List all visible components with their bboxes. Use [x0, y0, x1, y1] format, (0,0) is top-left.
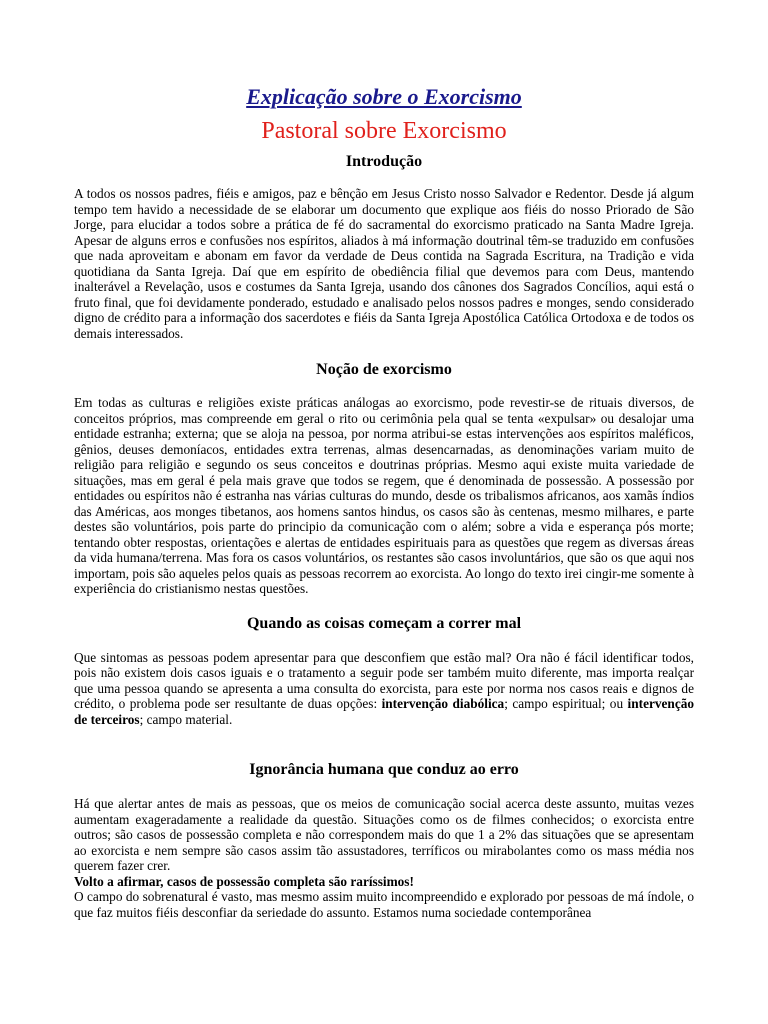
bold-intervencao-diabolica: intervenção diabólica: [381, 696, 505, 711]
heading-quando-correr-mal: Quando as coisas começam a correr mal: [246, 614, 522, 632]
heading-nocao-exorcismo: Noção de exorcismo: [316, 361, 452, 378]
paragraph-ignorancia-bold: [74, 874, 694, 890]
heading-introducao: Introdução: [345, 153, 423, 170]
paragraph-nocao-exorcismo: Em todas as culturas e religiões existe práticas análogas ao exorcismo, pode revestir-se de rituais diversos, de conceitos próprios, mas compreende em geral o rito ou cerimônia pela qual se tenta «expulsar» ou desalojar uma entidade estranha; externa; que se aloja na pessoa, por norma atribui-se estas intervenções aos espíritos maléficos, gênios, deuses demoníacos, entidades extra terrenas, almas desencarnadas, as denominações variam muito de religião para religião e segundo os seus conceitos e doutrinas próprias. Mesmo aqui existe muita variedade de situações, mas em geral é pela mais grave que todos se regem, que é denominada de possessão. A possessão por entidades ou espíritos não é estranha nas várias culturas do mundo, desde os tribalismos africanos, aos xamãs índios das Américas, aos monges tibetanos, aos homens santos hindus, os casos são às centenas, mesmo milhares, e parte destes são voluntários, pois parte do principio da comunicação com o além; sobre a vida e esperança pós morte; tentando obter respostas, orientações e alertas de entidades espirituais para as questões que regem as diversas áreas da vida humana/terrena. Mas fora os casos voluntários, os restantes são casos involuntários, que são os que aqui nos importam, pois são aqueles pelos quais as pessoas recorrem ao exorcista. Ao longo do texto irei cingir-me somente à experiência do cristianismo nestas questões.: [74, 395, 694, 596]
document-title-link[interactable]: Explicação sobre o Exorcismo: [246, 84, 522, 109]
text-segment: ; campo espiritual; ou: [504, 696, 628, 711]
text-segment: ; campo material.: [139, 711, 233, 727]
bold-intervencao-terceiros: intervenção de terceiros: [74, 696, 695, 727]
document-content: [74, 82, 694, 920]
text-segment: Que sintomas as pessoas podem apresentar para que desconfiem que estão mal? Ora não é fácil identificar todos, pois não existem dois casos iguais e o tratamento a seguir pode ser também muito diferente, mas importa realçar que uma pessoa quando se apresenta a uma consulta do exorcista, para este por norma nos casos reais e dignos de crédito, o problema pode ser resultante de duas opções:: [74, 649, 694, 711]
paragraph-ignorancia-2: O campo do sobrenatural é vasto, mas mesmo assim muito incompreendido e explorado por pessoas de má índole, o que faz muitos fiéis desconfiar da seriedade do assunto. Estamos numa sociedade contemporânea: [74, 889, 694, 920]
paragraph-quando-correr-mal: [74, 650, 694, 728]
paragraph-introducao: A todos os nossos padres, fiéis e amigos, paz e bênção em Jesus Cristo nosso Salvador e Redentor. Desde já algum tempo tem havido a necessidade de se elaborar um documento que explique aos fiéis do nosso Priorado de São Jorge, para elucidar a todos sobre a prática de fé do sacramental do exorcismo praticado na Santa Madre Igreja. Apesar de alguns erros e confusões nos espíritos, aliados à má informação doutrinal têm-se traduzido em confusões que nada aproveitam e abonam em favor da verdade de Deus contida na Sagrada Escritura, na Tradição e vida quotidiana da Santa Igreja. Daí que em espírito de obediência filial que devemos para com Deus, mantendo inalterável a Revelação, usos e costumes da Santa Igreja, usando dos cânones dos Sagrados Concílios, aqui está o fruto final, que foi devidamente ponderado, estudado e analisado pelos nossos padres e monges, sendo considerado digno de crédito para a informação dos sacerdotes e fiéis da Santa Igreja Apostólica Católica Ortodoxa e de todos os demais interessados.: [74, 186, 694, 341]
document-subtitle: Pastoral sobre Exorcismo: [261, 118, 507, 144]
bold-possessao-rarissimos: Volto a afirmar, casos de possessão completa são raríssimos!: [74, 873, 414, 889]
heading-ignorancia-humana: Ignorância humana que conduz ao erro: [249, 761, 519, 778]
paragraph-ignorancia-1: Há que alertar antes de mais as pessoas, que os meios de comunicação social acerca deste assunto, muitas vezes aumentam exageradamente a realidade da questão. Situações como os de filmes conhecidos; o exorcista entre outros; são casos de possessão completa e não correspondem mais do que 1 a 2% das situações que se apresentam ao exorcista e nem sempre são casos assim tão assustadores, terríficos ou mirabolantes como os mass média nos querem fazer crer.: [74, 796, 694, 873]
